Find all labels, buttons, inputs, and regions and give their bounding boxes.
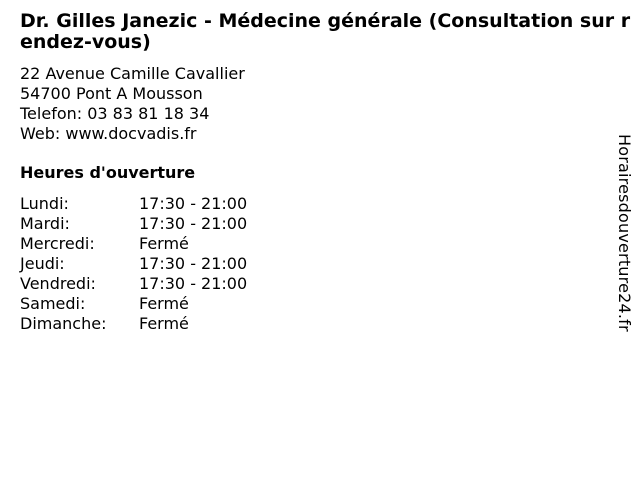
day-hours: Fermé [139, 294, 189, 313]
day-hours: 17:30 - 21:00 [139, 254, 248, 273]
hours-row-wednesday [20, 234, 247, 254]
day-label: Vendredi: [20, 274, 96, 293]
day-hours: 17:30 - 21:00 [139, 274, 248, 293]
day-label: Samedi: [20, 294, 86, 313]
day-hours: Fermé [139, 314, 189, 333]
website: Web: www.docvadis.fr [20, 124, 197, 143]
day-label: Lundi: [20, 194, 69, 213]
opening-hours-table [20, 194, 247, 334]
address-block [20, 64, 245, 144]
day-hours: 17:30 - 21:00 [139, 194, 248, 213]
day-label: Jeudi: [20, 254, 65, 273]
street-address: 22 Avenue Camille Cavallier [20, 64, 245, 83]
city-postcode: 54700 Pont A Mousson [20, 84, 203, 103]
page-title: Dr. Gilles Janezic - Médecine générale (Consultation sur rendez-vous) [20, 10, 631, 53]
day-label: Dimanche: [20, 314, 107, 333]
opening-hours-heading: Heures d'ouverture [20, 163, 196, 182]
phone-number: Telefon: 03 83 81 18 34 [20, 104, 210, 123]
hours-row-friday [20, 274, 247, 294]
site-watermark-label: Horairesdouverture24.fr [615, 134, 634, 332]
day-hours: 17:30 - 21:00 [139, 214, 248, 233]
hours-row-sunday [20, 314, 247, 334]
hours-row-monday [20, 194, 247, 214]
hours-row-thursday [20, 254, 247, 274]
day-hours: Fermé [139, 234, 189, 253]
hours-row-tuesday [20, 214, 247, 234]
day-label: Mercredi: [20, 234, 95, 253]
hours-row-saturday [20, 294, 247, 314]
day-label: Mardi: [20, 214, 70, 233]
